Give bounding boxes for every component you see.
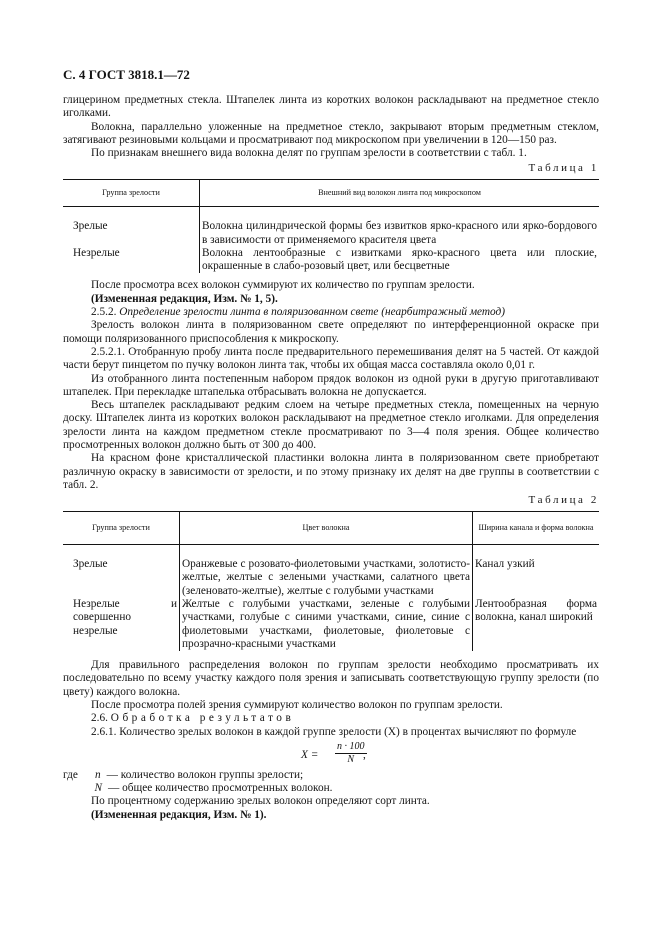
section-title: Определение зрелости линта в поляризованном свете (неарбитражный метод) <box>119 306 506 319</box>
paragraph: глицерином предметных стекла. Штапелек линта из коротких волокон раскладывают на предметное стекло иголками. <box>63 94 599 120</box>
table2-header-shape: Ширина канала и форма волокна <box>473 511 600 544</box>
table1-cell-desc: Волокна лентообразные с извитками ярко-красного цвета или плоские, окрашенные в слабо-розовый цвет, или бесцветные <box>200 247 600 274</box>
page-header: С. 4 ГОСТ 3818.1—72 <box>63 67 190 82</box>
where-variable: N <box>94 782 102 795</box>
section-number: 2.6. <box>91 712 108 725</box>
table1-header-group: Группа зрелости <box>63 179 200 206</box>
where-text: — общее количество просмотренных волокон. <box>108 782 333 795</box>
table1-cell-group: Зрелые <box>73 220 108 233</box>
paragraph: Из отобранного линта постепенным набором прядок волокон из одной руки в другую приготавливают штапелек. При перекладке штапелька отбрасывать волокна не допускается. <box>63 372 599 398</box>
table2-cell-color: Желтые с голубыми участками, зеленые с голубыми участками, голубые с синими участками, синие, синие с фиолетовыми участками, фиолетовые, фиолетовые с прозрачно-красными участками <box>180 598 473 651</box>
formula-trail: , <box>363 748 366 761</box>
paragraph: После просмотра всех волокон суммируют их количество по группам зрелости. <box>91 279 475 292</box>
table2-cell-group: Зрелые <box>73 558 108 571</box>
edit-note: (Измененная редакция, Изм. № 1, 5). <box>91 292 278 305</box>
table-2 <box>63 511 599 652</box>
section-heading <box>63 712 599 725</box>
paragraph: На красном фоне кристаллической пластинки волокна линта в поляризованном свете приобретают различную окраску в зависимости от зрелости, и по этому признаку их делят на две группы в соответствии с табл. 2. <box>63 452 599 491</box>
where-word: где <box>63 768 78 781</box>
document-body <box>63 94 599 822</box>
formula-fraction <box>335 741 367 766</box>
formula <box>63 739 599 769</box>
formula-lhs: X = <box>301 748 319 761</box>
paragraph: По признакам внешнего вида волокна делят по группам зрелости в соответствии с табл. 1. <box>91 147 527 160</box>
where-text: — количество волокон группы зрелости; <box>106 768 304 781</box>
section-number: 2.5.2. <box>91 306 117 319</box>
table2-cell-shape: Канал узкий <box>473 558 600 598</box>
table2-cell-color: Оранжевые с розовато-фиолетовыми участками, золотисто-желтые, желтые с зелеными участками, салатного цвета (зеленовато-желтые), желтые с голубыми участками <box>180 558 473 598</box>
paragraph: После просмотра полей зрения суммируют количество волокон по группам зрелости. <box>91 698 503 711</box>
table2-header-group: Группа зрелости <box>63 511 180 544</box>
paragraph: Для правильного распределения волокон по группам зрелости необходимо просматривать их последовательно по всему участку каждого поля зрения и записывать соответствующую группу зрелости (по цвету) каждого волокна. <box>63 659 599 698</box>
table-row <box>63 598 599 651</box>
formula-denominator: N <box>347 753 355 765</box>
table-row <box>63 247 599 274</box>
table2-header-color: Цвет волокна <box>180 511 473 544</box>
table1-header-desc: Внешний вид волокон линта под микроскопом <box>200 179 600 206</box>
paragraph: 2.5.2.1. Отобранную пробу линта после предварительного перемешивания делят на 5 частей. От каждой части берут пинцетом по пучку волокон линта так, чтобы их общая масса составляла около 0,01 г. <box>63 345 599 372</box>
section-heading <box>63 306 599 319</box>
where-line <box>63 782 599 795</box>
where-line <box>63 769 599 782</box>
table-row <box>63 558 599 598</box>
paragraph: Волокна, параллельно уложенные на предметное стекло, закрывают вторым предметным стеклом, затягивают резиновыми кольцами и просматривают под микроскопом при увеличении в 120—150 раз. <box>63 120 599 146</box>
formula-numerator: n · 100 <box>337 740 365 752</box>
table1-caption: Таблица 1 <box>528 162 599 175</box>
edit-note: (Измененная редакция, Изм. № 1). <box>91 808 267 821</box>
table-row <box>63 220 599 247</box>
paragraph: По процентному содержанию зрелых волокон определяют сорт линта. <box>91 795 430 808</box>
table2-caption: Таблица 2 <box>528 494 599 507</box>
paragraph: Зрелость волокон линта в поляризованном свете определяют по интерференционной окраске при помощи поляризованного приспособления к микроскопу. <box>63 319 599 345</box>
table2-cell-shape: Лентообразная форма волокна, канал широкий <box>473 598 600 651</box>
where-variable: n <box>95 768 101 781</box>
table2-cell-group: Незрелые и совершенно незрелые <box>73 597 177 637</box>
section-title: Обработка результатов <box>110 712 295 725</box>
paragraph: Весь штапелек раскладывают редким слоем на четыре предметных стекла, помещенных на черную доску. Штапелек линта из коротких волокон раскладывают на предметное стекло иголками. Для определения зрелости линта на каждом предметном стекле просматривают по 3—4 поля зрения. Общее количество просмотренных волокон должно быть от 300 до 400. <box>63 399 599 452</box>
table1-cell-group: Незрелые <box>73 246 120 259</box>
paragraph: 2.6.1. Количество зрелых волокон в каждой группе зрелости (X) в процентах вычисляют по формуле <box>91 725 577 738</box>
table1-cell-desc: Волокна цилиндрической формы без извитков ярко-красного или ярко-бордового в зависимости от применяемого красителя цвета <box>200 220 600 247</box>
table-1 <box>63 179 599 274</box>
